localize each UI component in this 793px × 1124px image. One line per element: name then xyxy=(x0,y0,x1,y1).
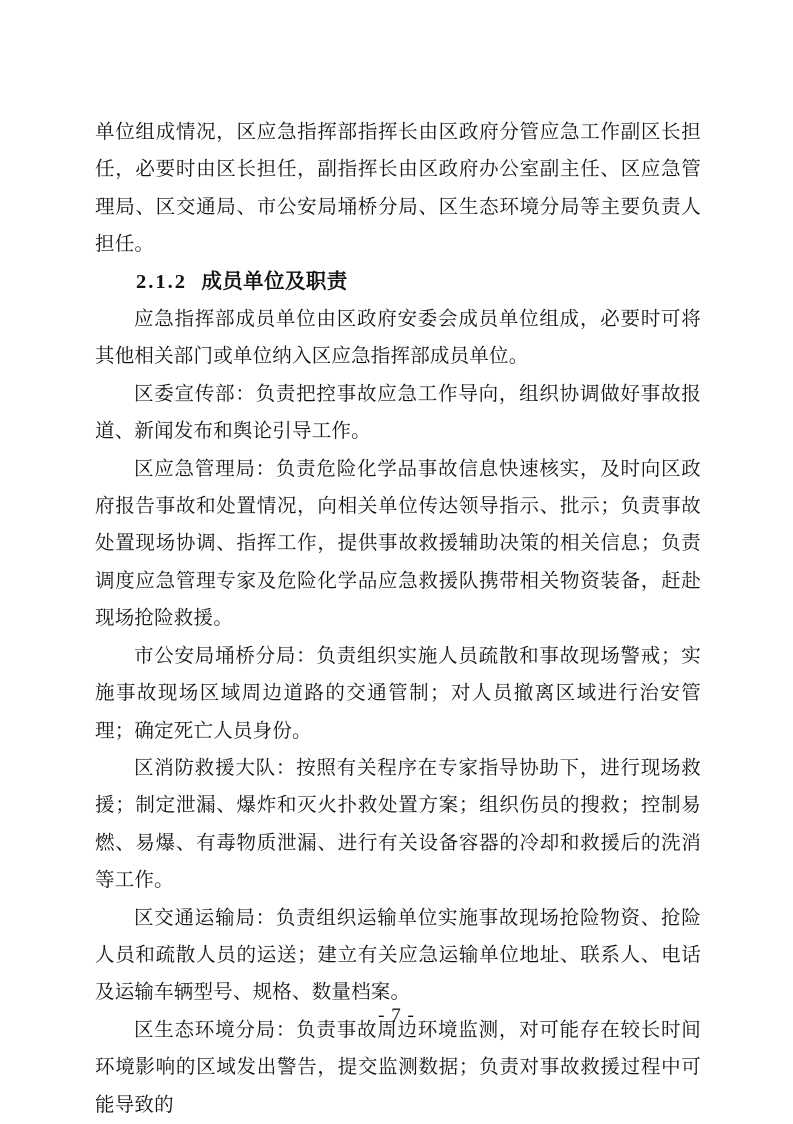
paragraph-fire-rescue-duty: 区消防救援大队：按照有关程序在专家指导协助下，进行现场救援；制定泄漏、爆炸和灭火扑救处置方案；组织伤员的搜救；控制易燃、易爆、有毒物质泄漏、进行有关设备容器的冷却和救援后的洗消等工作。 xyxy=(95,757,701,892)
section-number: 2.1.2 xyxy=(136,270,187,293)
paragraph-police-branch-duty: 市公安局埇桥分局：负责组织实施人员疏散和事故现场警戒；实施事故现场区域周边道路的交通管制；对人员撤离区域进行治安管理；确定死亡人员身份。 xyxy=(95,645,701,742)
page-number: - 7 - xyxy=(378,1005,415,1026)
paragraph-transport-bureau-duty: 区交通运输局：负责组织运输单位实施事故现场抢险物资、抢险人员和疏散人员的运送；建立有关应急运输单位地址、联系人、电话及运输车辆型号、规格、数量档案。 xyxy=(95,907,701,1004)
paragraph-propaganda-dept-duty: 区委宣传部：负责把控事故应急工作导向，组织协调做好事故报道、新闻发布和舆论引导工作。 xyxy=(95,383,701,443)
paragraph-commander-assignment: 单位组成情况，区应急指挥部指挥长由区政府分管应急工作副区长担任，必要时由区长担任，副指挥长由区政府办公室副主任、区应急管理局、区交通局、市公安局埇桥分局、区生态环境分局等主要负责人担任。 xyxy=(95,122,701,256)
page-body xyxy=(95,114,701,1124)
section-title: 成员单位及职责 xyxy=(201,270,348,293)
paragraph-member-units: 应急指挥部成员单位由区政府安委会成员单位组成，必要时可将其他相关部门或单位纳入区应急指挥部成员单位。 xyxy=(95,309,701,368)
paragraph-ecology-branch-duty: 区生态环境分局：负责事故周边环境监测，对可能存在较长时间环境影响的区域发出警告，提交监测数据；负责对事故救援过程中可能导致的 xyxy=(95,1019,701,1116)
paragraph-emergency-bureau-duty: 区应急管理局：负责危险化学品事故信息快速核实，及时向区政府报告事故和处置情况，向相关单位传达领导指示、批示；负责事故处置现场协调、指挥工作，提供事故救援辅助决策的相关信息；负责调度应急管理专家及危险化学品应急救援队携带相关物资装备，赶赴现场抢险救援。 xyxy=(95,458,701,630)
section-heading-2-1-2 xyxy=(95,264,701,301)
